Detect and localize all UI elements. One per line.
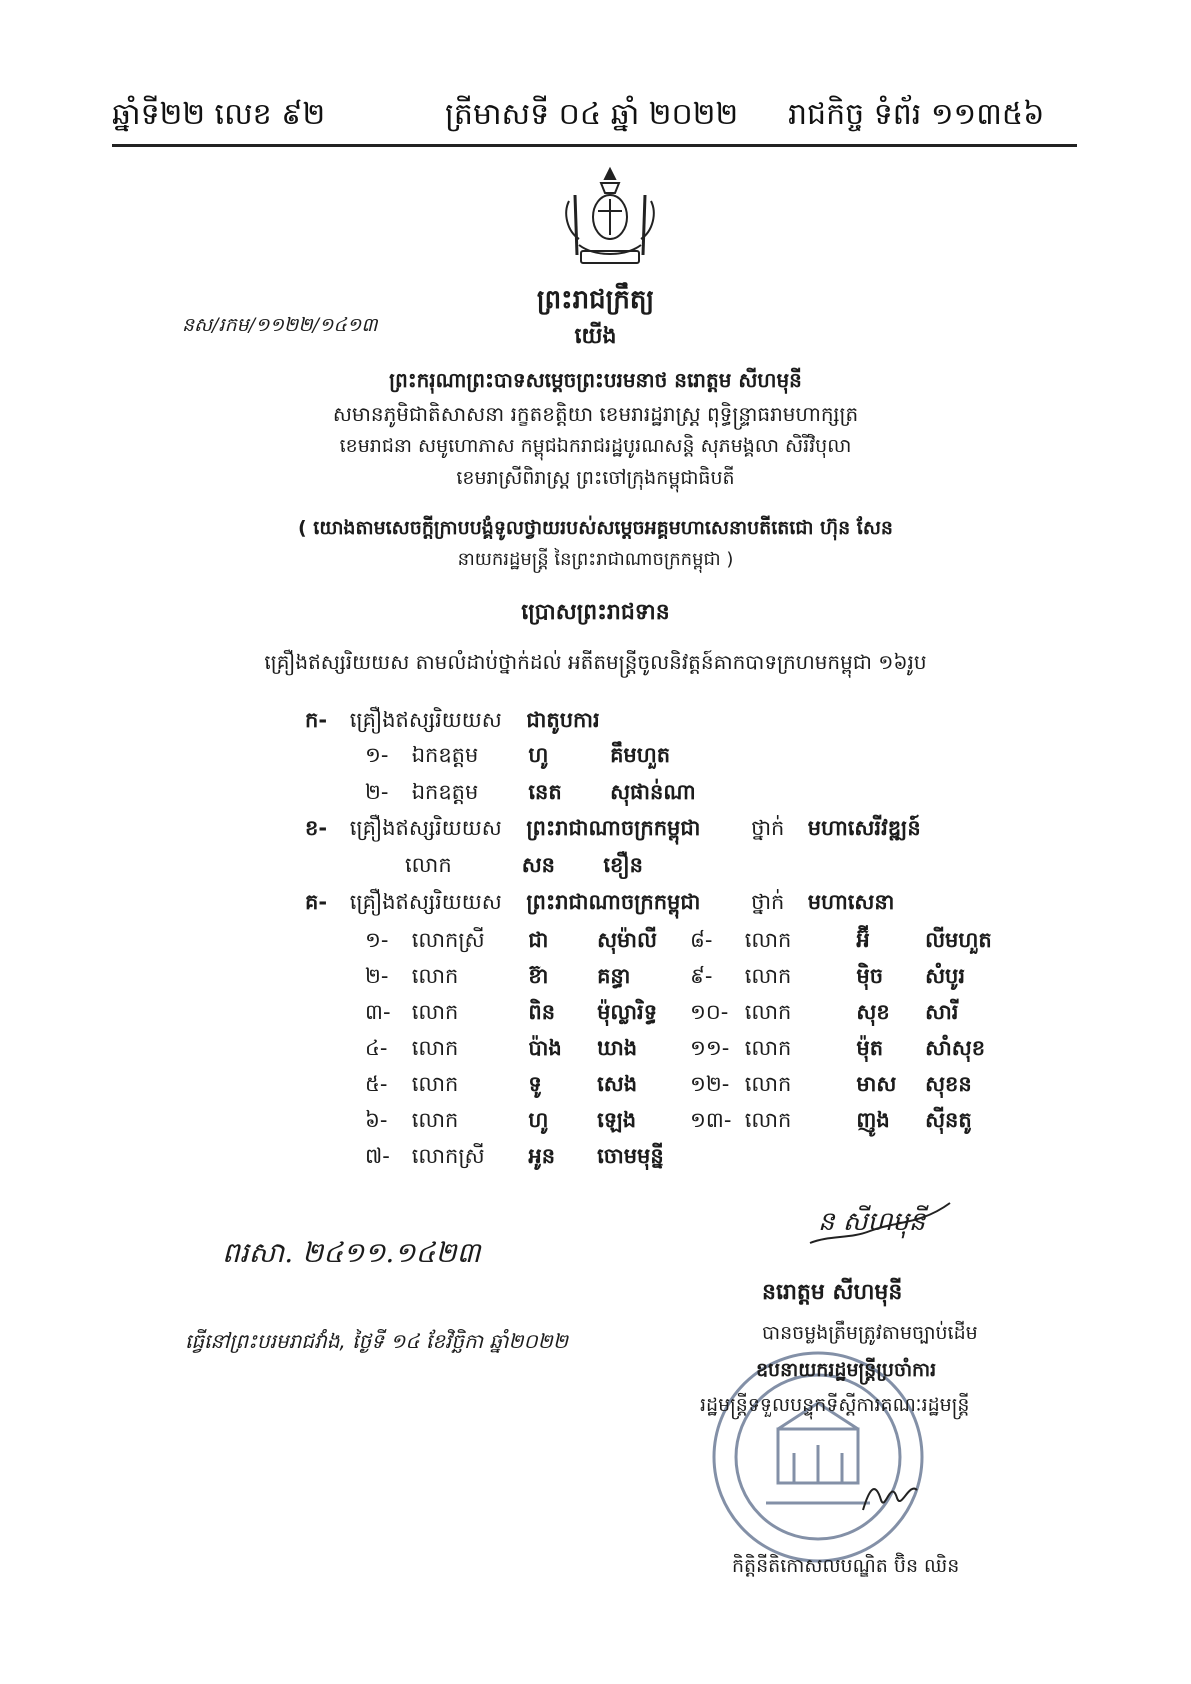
item-surname: នេត bbox=[528, 780, 562, 804]
section-award: ព្រះរាជាណាចក្រកម្ពុជា bbox=[526, 890, 701, 914]
section-rank: ថ្នាក់ bbox=[751, 890, 785, 914]
item-surname: សន bbox=[521, 853, 556, 877]
item-surname: ហូ bbox=[528, 1108, 549, 1132]
list-item bbox=[365, 1141, 664, 1171]
proposal-line-1: ( យោងតាមសេចក្តីក្រាបបង្គំទូលថ្វាយរបស់សម្តេចអគ្គមហាសេនាបតីតេជោ ហ៊ុន សែន bbox=[297, 517, 893, 539]
list-item bbox=[405, 850, 643, 880]
item-title: លោក bbox=[744, 1108, 792, 1132]
item-number: ៩- bbox=[690, 964, 713, 988]
list-item bbox=[365, 1069, 637, 1099]
king-name: នរោត្តម សីហមុនី bbox=[762, 1280, 903, 1305]
item-name: សេង bbox=[597, 1072, 638, 1096]
item-name: សុម៉ាលី bbox=[597, 928, 658, 952]
handwritten-reference: ពរសា. ២៤១១.១៤២៣ bbox=[222, 1236, 481, 1269]
item-title: លោកស្រី bbox=[411, 928, 485, 952]
item-surname: អ៊ី bbox=[856, 928, 870, 952]
item-title: លោក bbox=[411, 964, 459, 988]
item-name: សារី bbox=[925, 1000, 959, 1024]
item-surname: ម៉ុត bbox=[856, 1036, 884, 1060]
list-item bbox=[365, 740, 670, 770]
header-rule bbox=[112, 144, 1077, 147]
decree-heading: ប្រោសព្រះរាជទាន bbox=[521, 600, 670, 625]
item-name: ម៉ុល្លារិទ្ធ bbox=[597, 1000, 658, 1024]
item-title: លោក bbox=[744, 964, 792, 988]
item-title: លោក bbox=[744, 928, 792, 952]
royal-coat-of-arms-icon bbox=[555, 165, 665, 269]
list-item bbox=[365, 961, 630, 991]
item-number: ៤- bbox=[365, 1036, 388, 1060]
item-number: ១១- bbox=[690, 1036, 730, 1060]
item-number: ២- bbox=[365, 964, 389, 988]
section-label: គ្រឿងឥស្សរិយយស bbox=[349, 890, 502, 914]
section-label: គ្រឿងឥស្សរិយយស bbox=[349, 816, 502, 840]
minister-signature-icon bbox=[855, 1470, 925, 1520]
item-surname: ទូ bbox=[528, 1072, 542, 1096]
item-title: ឯកឧត្តម bbox=[411, 780, 479, 804]
item-title: លោក bbox=[744, 1000, 792, 1024]
list-item bbox=[690, 1069, 972, 1099]
item-surname: ខ៊ា bbox=[528, 964, 549, 988]
item-surname: ម៉ិច bbox=[856, 964, 884, 988]
item-number: ៣- bbox=[365, 1000, 391, 1024]
item-surname: មាស bbox=[856, 1072, 897, 1096]
king-line-3: ខេមរាជនា សមូហោភាស កម្ពុជឯករាជរដ្ឋបូរណសន្តិ សុភមង្គលា សិរីវិបុលា bbox=[339, 435, 852, 457]
item-title: ឯកឧត្តម bbox=[411, 743, 479, 767]
reference-number: នស/រកម/១១២២/១៤១៣ bbox=[182, 314, 378, 336]
item-name: គឹមហួត bbox=[610, 743, 671, 767]
section-rank-value: មហាសេរីវឌ្ឍន៍ bbox=[807, 816, 921, 840]
list-item bbox=[365, 777, 696, 807]
section-c-heading bbox=[305, 887, 894, 917]
item-number: ១៣- bbox=[690, 1108, 732, 1132]
item-title: លោក bbox=[411, 1000, 459, 1024]
section-rank: ថ្នាក់ bbox=[751, 816, 785, 840]
gazette-page: រាជកិច្ច ទំព័រ ១១៣៥៦ bbox=[788, 97, 1045, 132]
list-item bbox=[365, 1033, 637, 1063]
list-item bbox=[690, 961, 965, 991]
item-title: លោក bbox=[744, 1036, 792, 1060]
minister-name: កិត្តិនីតិកោសលបណ្ឌិត ប៊ិន ឈិន bbox=[732, 1555, 960, 1577]
countersign-line-1: បានចម្លងត្រឹមត្រូវតាមច្បាប់ដើម bbox=[762, 1322, 978, 1344]
item-surname: អូន bbox=[528, 1144, 556, 1168]
king-line-4: ខេមរាស្រីពិរាស្ត្រ ព្រះចៅក្រុងកម្ពុជាធិបតី bbox=[456, 467, 735, 489]
decree-intro: គ្រឿងឥស្សរិយយស តាមលំដាប់ថ្នាក់ដល់ អតីតមន្ត្រីចូលនិវត្តន៍គាកបាទក្រហមកម្ពុជា ១៦រូប bbox=[264, 650, 927, 674]
item-number: ១- bbox=[365, 928, 389, 952]
item-name: ឡេង bbox=[597, 1108, 637, 1132]
section-rank-value: មហាសេនា bbox=[807, 890, 895, 914]
king-signature: ន សីហមុនី bbox=[818, 1207, 926, 1237]
item-name: គន្ធា bbox=[597, 964, 631, 988]
list-item bbox=[365, 1105, 636, 1135]
king-line-2: សមានភូមិជាតិសាសនា រក្ខតខត្តិយា ខេមរារដ្ឋរាស្ត្រ ពុទ្ធិន្ទ្រាធរាមហាក្សត្រ bbox=[332, 402, 859, 426]
item-name: ចោមមុន្នី bbox=[597, 1144, 664, 1168]
item-name: សំបូរ bbox=[925, 964, 966, 988]
king-line-1: ព្រះករុណាព្រះបាទសម្តេចព្រះបរមនាថ នរោត្តម សីហមុនី bbox=[389, 368, 802, 392]
item-name: ខឿន bbox=[603, 853, 643, 877]
item-name: សាំសុខ bbox=[925, 1036, 986, 1060]
section-b-heading bbox=[305, 813, 921, 843]
item-name: សុខន bbox=[925, 1072, 972, 1096]
item-title: លោក bbox=[744, 1072, 792, 1096]
item-number: ៨- bbox=[690, 928, 713, 952]
list-item bbox=[690, 1105, 972, 1135]
list-item bbox=[690, 997, 958, 1027]
item-title: លោក bbox=[411, 1108, 459, 1132]
decree-title: ព្រះរាជក្រឹត្យ bbox=[536, 285, 655, 315]
item-surname: ជា bbox=[528, 928, 549, 952]
section-marker: ខ- bbox=[305, 816, 328, 840]
item-surname: សុខ bbox=[856, 1000, 890, 1024]
item-number: ១- bbox=[365, 743, 389, 767]
item-title: លោក bbox=[411, 1036, 459, 1060]
section-award: ជាតូបការ bbox=[526, 708, 600, 732]
item-number: ៧- bbox=[365, 1144, 390, 1168]
list-item bbox=[365, 925, 657, 955]
item-name: ឃាង bbox=[597, 1036, 638, 1060]
proposal-line-2: នាយករដ្ឋមន្ត្រី នៃព្រះរាជាណាចក្រកម្ពុជា ) bbox=[457, 549, 734, 570]
we-heading: យើង bbox=[574, 324, 617, 349]
countersign-line-3: រដ្ឋមន្ត្រីទទួលបន្ទុកទីស្តីការគណៈរដ្ឋមន្ត្រី bbox=[700, 1394, 970, 1416]
section-award: ព្រះរាជាណាចក្រកម្ពុជា bbox=[526, 816, 701, 840]
gazette-date: ត្រីមាសទី ០៤ ឆ្នាំ ២០២២ bbox=[445, 97, 739, 132]
gazette-year-issue: ឆ្នាំទី២២ លេខ ៩២ bbox=[112, 97, 326, 132]
item-surname: ពិន bbox=[528, 1000, 556, 1024]
item-name: លីមហួត bbox=[925, 928, 992, 952]
item-number: ១០- bbox=[690, 1000, 729, 1024]
section-marker: ក- bbox=[305, 708, 328, 732]
section-label: គ្រឿងឥស្សរិយយស bbox=[349, 708, 502, 732]
item-number: ២- bbox=[365, 780, 389, 804]
signature-flourish-icon bbox=[800, 1195, 960, 1255]
item-surname: ហូ bbox=[528, 743, 549, 767]
list-item bbox=[690, 925, 992, 955]
item-title: លោក bbox=[405, 853, 452, 877]
place-date: ធ្វើនៅព្រះបរមរាជវាំង, ថ្ងៃទី ១៤ ខែវិច្ឆិកា ឆ្នាំ២០២២ bbox=[185, 1329, 568, 1353]
item-name: ស៊ីនតូ bbox=[925, 1108, 972, 1132]
item-number: ៦- bbox=[365, 1108, 388, 1132]
item-surname: ញូង bbox=[856, 1108, 890, 1132]
section-a-heading bbox=[305, 705, 600, 735]
item-number: ៥- bbox=[365, 1072, 388, 1096]
section-marker: គ- bbox=[305, 890, 328, 914]
item-number: ១២- bbox=[690, 1072, 730, 1096]
list-item bbox=[365, 997, 657, 1027]
item-title: លោក bbox=[411, 1072, 459, 1096]
list-item bbox=[690, 1033, 985, 1063]
item-surname: ប៉ាង bbox=[528, 1036, 562, 1060]
countersign-line-2: ឧបនាយករដ្ឋមន្ត្រីប្រចាំការ bbox=[756, 1359, 937, 1381]
item-name: សុផាន់ណា bbox=[610, 780, 696, 804]
item-title: លោកស្រី bbox=[411, 1144, 485, 1168]
